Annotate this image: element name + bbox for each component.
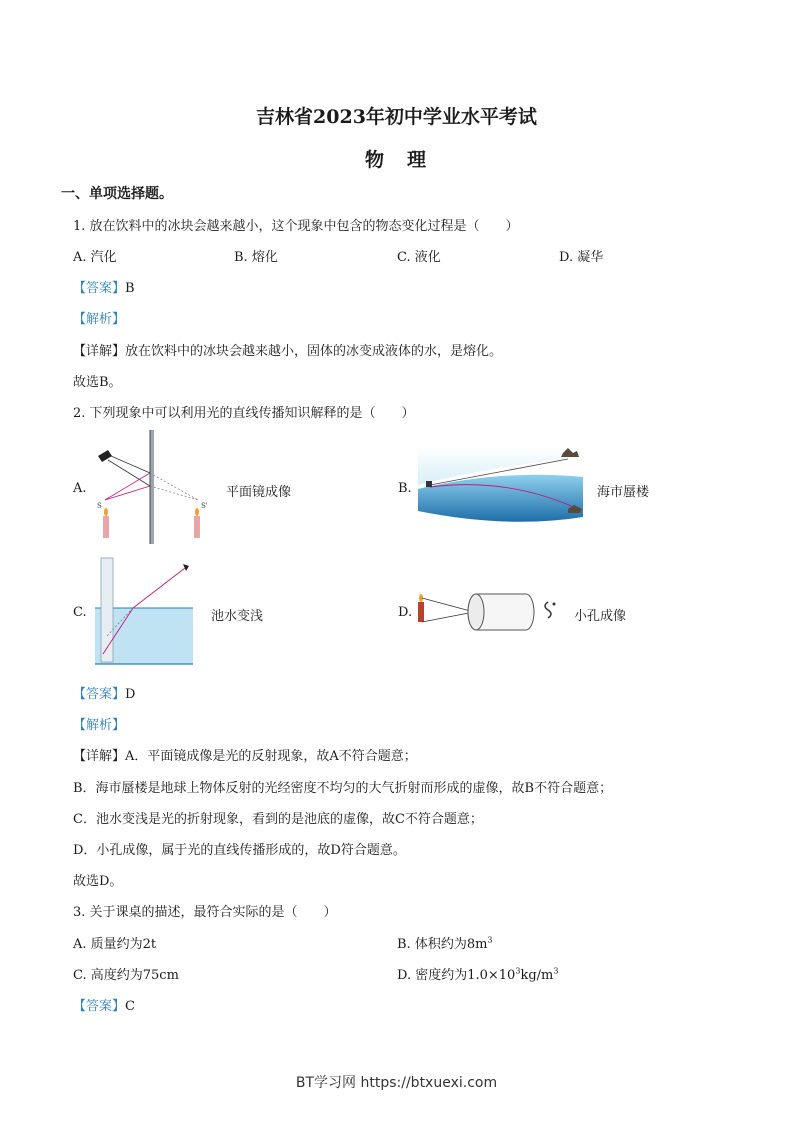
- mirage-figure: [418, 447, 583, 527]
- q3-option-d-text: D. 密度约为1.0×10: [397, 968, 516, 983]
- q2-analysis-tag: 【解析】: [73, 718, 126, 733]
- detail-tag: 【详解】: [73, 344, 126, 359]
- q3-option-d: [397, 964, 558, 983]
- detail-text: 放在饮料中的冰块会越来越小，固体的冰变成液体的水，是熔化。: [125, 344, 503, 359]
- q2-option-a-caption: 平面镜成像: [226, 485, 292, 500]
- footer-watermark: BT学习网 https://btxuexi.com: [295, 1075, 498, 1091]
- q2-option-b-caption: 海市蜃楼: [597, 485, 650, 500]
- subject-title: 物 理: [364, 149, 428, 171]
- q2-detail-b: B．海市蜃楼是地球上物体反射的光经密度不均匀的大气折射而形成的虚像，故B不符合题意；: [73, 781, 613, 796]
- q1-option-d: D. 凝华: [559, 250, 604, 265]
- answer-tag: 【答案】: [73, 687, 126, 702]
- q3-option-d-sup1: 3: [515, 966, 521, 976]
- q2-answer: [73, 683, 135, 702]
- pinhole-figure: [414, 588, 574, 636]
- q1-question: 1. 放在饮料中的冰块会越来越小，这个现象中包含的物态变化过程是（ ）: [73, 219, 519, 234]
- exam-title: 吉林省2023年初中学业水平考试: [256, 106, 537, 128]
- q2-detail-d: D．小孔成像，属于光的直线传播形成的，故D符合题意。: [73, 843, 406, 858]
- q2-option-c-letter: C.: [73, 605, 87, 620]
- answer-value: B: [125, 281, 135, 296]
- plane-mirror-figure: [93, 428, 213, 546]
- detail-text: A．平面镜成像是光的反射现象，故A不符合题意；: [125, 749, 417, 764]
- q2-conclusion: 故选D。: [73, 874, 123, 889]
- q2-option-b-letter: B.: [398, 481, 412, 496]
- q2-question: 2. 下列现象中可以利用光的直线传播知识解释的是（ ）: [73, 406, 415, 421]
- q3-option-a: A. 质量约为2t: [73, 937, 157, 952]
- label-s-prime: S': [201, 502, 208, 510]
- q1-option-a: A. 汽化: [73, 250, 117, 265]
- q1-option-c: C. 液化: [397, 250, 441, 265]
- q1-analysis-tag: 【解析】: [73, 312, 126, 327]
- q1-detail: [73, 340, 502, 359]
- answer-value: C: [125, 999, 135, 1014]
- q2-option-d-caption: 小孔成像: [574, 609, 627, 624]
- label-s: S: [97, 502, 102, 510]
- q3-question: 3. 关于课桌的描述，最符合实际的是（ ）: [73, 905, 337, 920]
- answer-value: D: [125, 687, 136, 702]
- q3-option-b-sup: 3: [487, 935, 493, 945]
- q3-answer: [73, 995, 135, 1014]
- q3-option-c: C. 高度约为75cm: [73, 968, 179, 983]
- q3-option-b-text: B. 体积约为8m: [397, 937, 488, 952]
- q2-option-c-caption: 池水变浅: [211, 609, 264, 624]
- q3-option-d-sup2: 3: [553, 966, 559, 976]
- q3-option-b: [397, 933, 493, 952]
- answer-tag: 【答案】: [73, 999, 126, 1014]
- q2-option-a-letter: A.: [73, 481, 87, 496]
- detail-tag: 【详解】: [73, 749, 126, 764]
- answer-tag: 【答案】: [73, 281, 126, 296]
- q1-conclusion: 故选B。: [73, 375, 122, 390]
- q1-answer: [73, 277, 135, 296]
- q1-option-b: B. 熔化: [234, 250, 278, 265]
- q2-option-d-letter: D.: [398, 605, 413, 620]
- q2-detail-c: C．池水变浅是光的折射现象，看到的是池底的虚像，故C不符合题意；: [73, 812, 483, 827]
- q3-option-d-unit: kg/m: [520, 968, 554, 983]
- q2-detail-a: [73, 745, 417, 764]
- section-heading: 一、单项选择题。: [61, 186, 173, 202]
- pool-depth-figure: [93, 556, 195, 668]
